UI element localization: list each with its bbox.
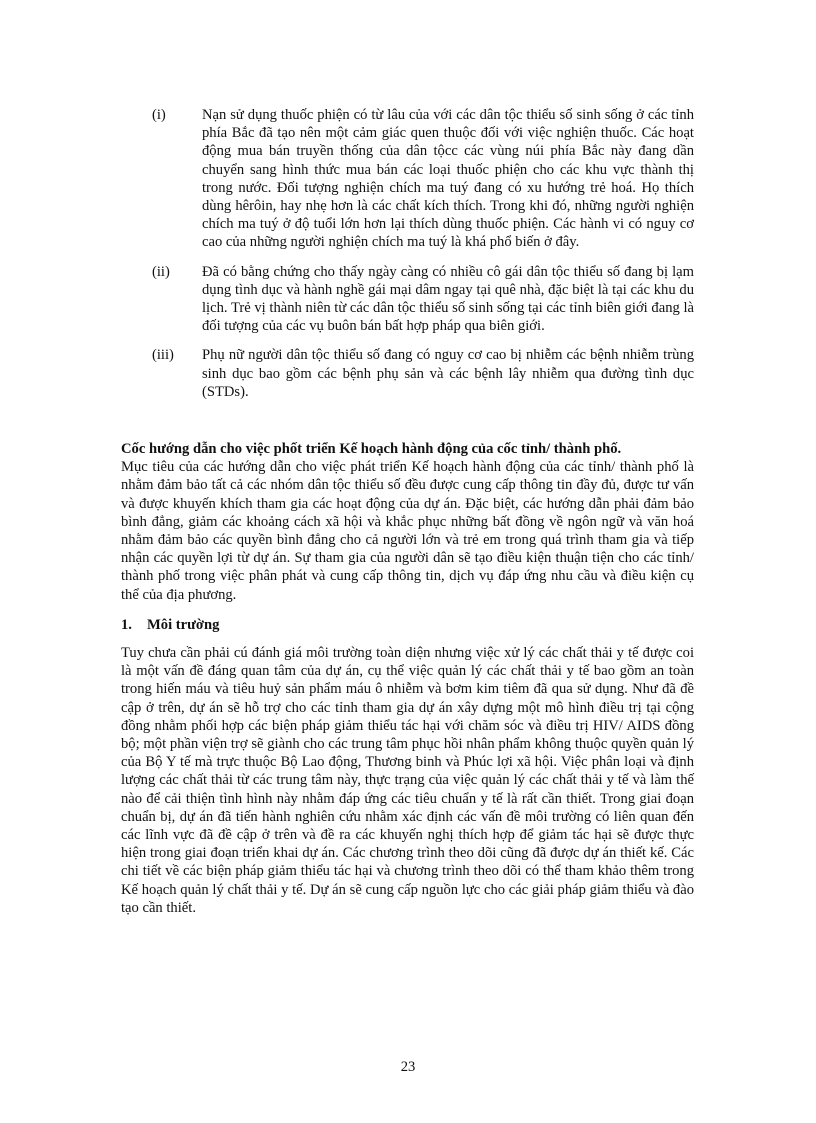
list-item-text: Phụ nữ người dân tộc thiểu số đang có nguy cơ cao bị nhiễm các bệnh nhiễm trùng sinh dục bao gồm các bệnh phụ sản và các bệnh lây nhiễm qua đường tình dục (STDs). (202, 347, 694, 400)
list-item-text: Đã có bằng chứng cho thấy ngày càng có nhiều cô gái dân tộc thiểu số đang bị lạm dụng tình dục và hành nghề gái mại dâm ngay tại quê nhà, đặc biệt là tại các khu du lịch. Trẻ vị thành niên từ các dân tộc thiểu số sinh sống tại các tỉnh biên giới đang là đối tượng của các vụ buôn bán bất hợp pháp qua biên giới. (202, 263, 694, 335)
list-item-number: (iii) (152, 347, 174, 364)
main-body (121, 440, 694, 917)
list-item-number: (i) (152, 107, 166, 123)
list-item-text: Nạn sử dụng thuốc phiện có từ lâu của với các dân tộc thiểu số sinh sống ở các tỉnh phía Bắc đã tạo nên một cảm giác quen thuộc đối với việc nghiện thuốc. Các hoạt động mua bán truyền thống của dân tộcc các vùng núi phía Bắc này đang dần chuyển sang hình thức mua bán các loại thuốc phiện cho các khu vực thành thị trong nước. Đối tượng nghiện chích ma tuý đang có xu hướng trẻ hoá. Họ thích dùng hêrôin, hay nhẹ hơn là các chất kích thích. Trong khi đó, những người nghiện chích ma tuý ở độ tuổi lớn hơn lại thích dùng thuốc phiện. Các hành vi có nguy cơ cao của những người nghiện chích ma tuý là khá phổ biến ở đây. (202, 107, 694, 251)
page-number: 23 (400, 1059, 416, 1075)
section-number: 1. (121, 616, 132, 633)
section-paragraph: Tuy chưa cần phải cú đánh giá môi trường toàn diện nhưng việc xử lý các chất thải y tế được coi là một vấn đề đáng quan tâm của dự án, cụ thể việc quản lý các chất thải y tế bao gồm an toàn trong hiến máu và tiêu huỷ sản phẩm máu ô nhiễm và bơm kim tiêm đã qua sử dụng. Như đã đề cập ở trên, dự án sẽ hỗ trợ cho các tỉnh tham gia dự án xây dựng một mô hình điều trị tại cộng đồng nhằm phối hợp các biện pháp giảm thiểu tác hại với chăm sóc và điều trị HIV/ AIDS đồng bộ; một phần viện trợ sẽ giành cho các trung tâm phục hồi nhân phẩm không thuộc quyền quản lý của Bộ Y tế mà trực thuộc Bộ Lao động, Thương binh và Phúc lợi xã hội. Việc phân loại và định lượng các chất thải từ các trung tâm này, thực trạng của việc quản lý các chất thải y tế và làm thế nào để cải thiện tình hình này nhằm đáp ứng các tiêu chuẩn y tế là rất cần thiết. Trong giai đoạn chuẩn bị, dự án đã tiến hành nghiên cứu nhằm xác định các vấn đề môi trường có liên quan đến các lĩnh vực đã đề cập ở trên và đề ra các khuyến nghị thích hợp để giảm tác hại sẽ được thực hiện trong giai đoạn triển khai dự án. Các chương trình theo dõi cũng đã được dự án thiết kế. Các chi tiết về các biện pháp giảm thiểu tác hại và chương trình theo dõi có thể tham khảo thêm trong Kế hoạch quản lý chất thải y tế. Dự án sẽ cung cấp nguồn lực cho các giải pháp giảm thiểu và đào tạo cần thiết. (121, 645, 694, 916)
list-item (152, 263, 694, 336)
section-heading (121, 616, 694, 634)
guidelines-heading: Cốc hướng dẫn cho việc phốt triển Kế hoạch hành động của cốc tỉnh/ thành phố. (121, 441, 622, 457)
guidelines-paragraph: Mục tiêu của các hướng dẫn cho việc phát triển Kế hoạch hành động của các tỉnh/ thành phố là nhằm đảm bảo tất cả các nhóm dân tộc thiểu số đều được cung cấp thông tin đầy đủ, được tư vấn và được khuyến khích tham gia các hoạt động của dự án. Đặc biệt, các hướng dẫn phải đảm bảo bình đẳng, giảm các khoảng cách xã hội và khắc phục những bất đồng về ngôn ngữ và văn hoá nhằm đảm bảo các quyền bình đẳng cho cả người lớn và trẻ em trong quá trình tham gia và tiếp nhận các quyền lợi từ dự án. Sự tham gia của người dân sẽ tạo điều kiện thuận tiện cho các tỉnh/ thành phố trong việc phân phát và cung cấp thông tin, dịch vụ đáp ứng nhu cầu và điều kiện cụ thể của địa phương. (121, 459, 694, 603)
list-item-number: (ii) (152, 263, 170, 280)
numbered-list (152, 106, 694, 412)
list-item (152, 346, 694, 401)
list-item (152, 106, 694, 252)
section-title: Môi trường (147, 616, 220, 633)
